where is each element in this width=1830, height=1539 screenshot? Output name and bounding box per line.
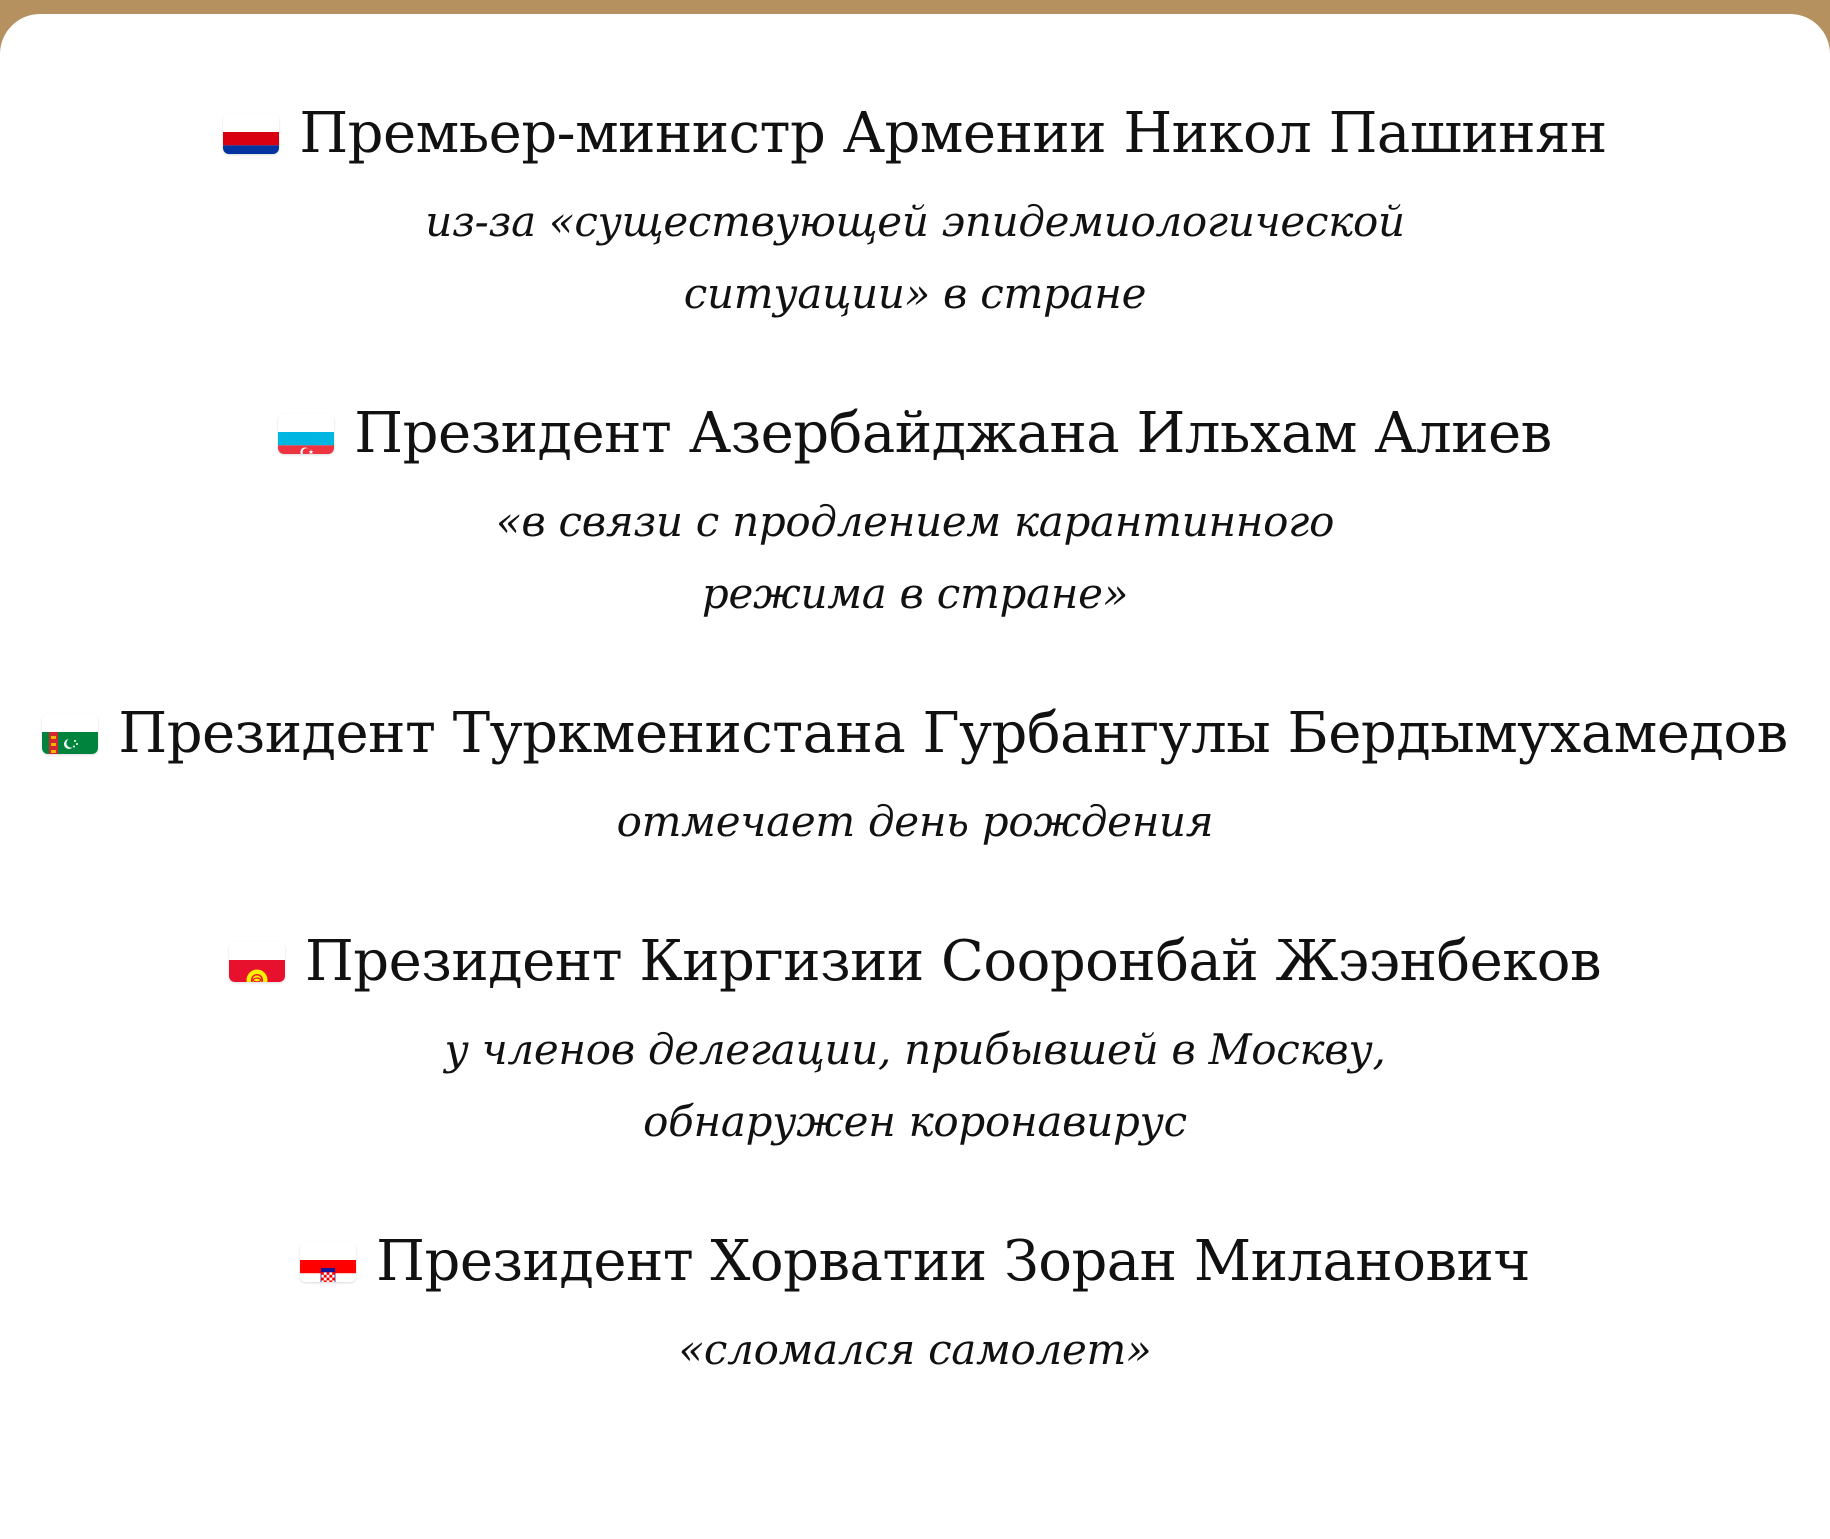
entry-title-line [0, 394, 1830, 474]
entry-title-line [0, 694, 1830, 774]
entry-title: Президент Хорватии Зоран Миланович [376, 1229, 1530, 1294]
content-card [0, 14, 1830, 1539]
entry-title: Премьер-министр Армении Никол Пашинян [299, 101, 1607, 166]
entry-note-line: режима в стране» [701, 569, 1129, 618]
entry-note-line: «сломался самолет» [678, 1325, 1152, 1374]
entry-note [0, 186, 1830, 330]
entry-note [0, 1314, 1830, 1386]
entry-note-line: «в связи с продлением карантинного [495, 497, 1335, 546]
entry-note-line: ситуации» в стране [683, 269, 1147, 318]
list-item [0, 394, 1830, 630]
entry-title-line [0, 94, 1830, 174]
entry-note-line: отмечает день рождения [616, 797, 1214, 846]
entry-note [0, 486, 1830, 630]
entry-note-line: из-за «существующей эпидемиологической [425, 197, 1405, 246]
list-item [0, 694, 1830, 858]
entry-title: Президент Азербайджана Ильхам Алиев [354, 401, 1552, 466]
entry-note [0, 786, 1830, 858]
armenia-flag-icon [223, 114, 279, 154]
turkmenistan-flag-icon [42, 714, 98, 754]
entry-title: Президент Туркменистана Гурбангулы Бердымухамедов [118, 701, 1788, 766]
entry-note-line: у членов делегации, прибывшей в Москву, [444, 1025, 1386, 1074]
entry-title: Президент Киргизии Сооронбай Жээнбеков [304, 929, 1602, 994]
azerbaijan-flag-icon [278, 414, 334, 454]
entry-note-line: обнаружен коронавирус [643, 1097, 1187, 1146]
list-item [0, 94, 1830, 330]
croatia-flag-icon [300, 1242, 356, 1282]
entries-list [0, 94, 1830, 1450]
entry-title-line [0, 1222, 1830, 1302]
list-item [0, 922, 1830, 1158]
kyrgyzstan-flag-icon [229, 942, 285, 982]
list-item [0, 1222, 1830, 1386]
entry-title-line [0, 922, 1830, 1002]
entry-note [0, 1014, 1830, 1158]
